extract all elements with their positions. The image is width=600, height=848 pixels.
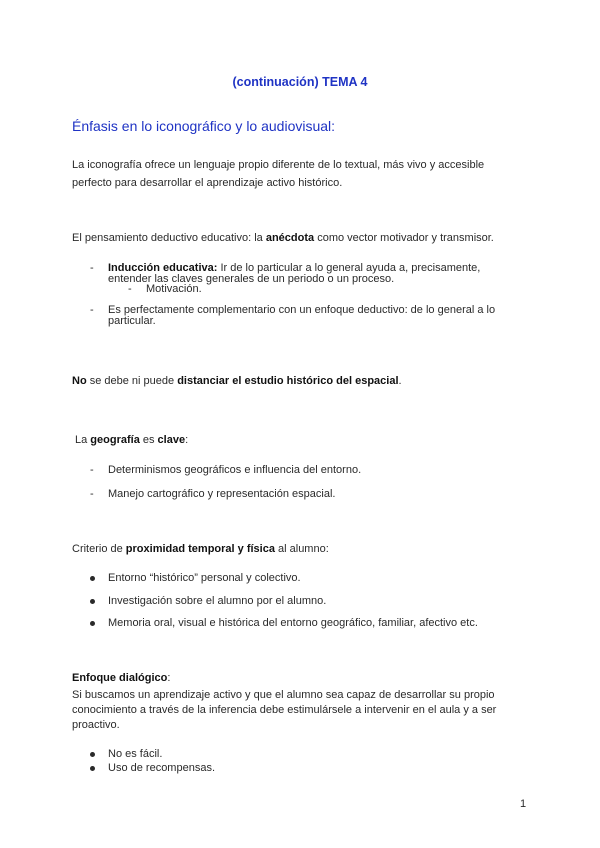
geography-bold: geografía [90, 434, 140, 446]
dialogic-item-text: No es fácil. [108, 748, 163, 760]
criteria-bold: proximidad temporal y física [125, 543, 275, 555]
dialogic-line-1: Si buscamos un aprendizaje activo y que el alumno sea capaz de desarrollar su propio [72, 689, 495, 701]
deductive-pre: El pensamiento deductivo educativo: la [72, 232, 266, 244]
dash-marker: - [90, 488, 94, 500]
no-bold: No [72, 375, 87, 387]
dash-marker: - [90, 464, 94, 476]
criteria-item-text: Entorno “histórico” personal y colectivo. [108, 572, 301, 584]
deductive-bold: anécdota [265, 232, 315, 244]
geo-item-text: Determinismos geográficos e influencia del entorno. [108, 464, 362, 476]
deductive-post: como vector motivador y transmisor. [314, 232, 494, 244]
intro-line-1: La iconografía ofrece un lenguaje propio diferente de lo textual, más vivo y accesible [72, 159, 485, 171]
dialogic-line-3: proactivo. [72, 719, 120, 731]
no-distance-mid: se debe ni puede [86, 375, 178, 387]
bullet-icon [90, 621, 95, 626]
page-number: 1 [520, 798, 527, 810]
geography-pre: La [75, 434, 91, 446]
induction-sub-item: Motivación. [146, 283, 202, 295]
criteria-pre: Criterio de [72, 543, 126, 555]
dialogic-item-text: Uso de recompensas. [108, 762, 215, 774]
complement-line-1: Es perfectamente complementario con un enfoque deductivo: de lo general a lo [108, 304, 496, 316]
criteria-post: al alumno: [274, 543, 329, 555]
deductive-paragraph [72, 230, 494, 246]
criteria-paragraph [72, 541, 329, 557]
bullet-icon [90, 766, 95, 771]
criteria-item-text: Investigación sobre el alumno por el alumno. [108, 595, 327, 607]
dash-marker: - [90, 262, 94, 274]
geography-end: : [185, 434, 189, 446]
section-heading: Énfasis en lo iconográfico y lo audiovisual: [72, 118, 336, 134]
distance-bold: distanciar el estudio histórico del espacial [177, 375, 399, 387]
induction-line-2: entender las claves generales de un periodo o un proceso. [108, 273, 395, 285]
dialogic-bold: Enfoque dialógico [72, 672, 168, 684]
page-title: (continuación) TEMA 4 [232, 75, 368, 89]
intro-line-2: perfecto para desarrollar el aprendizaje activo histórico. [72, 177, 343, 189]
bullet-icon [90, 576, 95, 581]
dialogic-heading [72, 670, 170, 686]
bullet-icon [90, 599, 95, 604]
geo-item-text: Manejo cartográfico y representación espacial. [108, 488, 336, 500]
dialogic-line-2: conocimiento a través de la inferencia debe estimulársele a intervenir en el aula y a ser [72, 704, 497, 716]
dash-marker: - [90, 304, 94, 316]
geography-paragraph [75, 432, 188, 448]
sub-dash-marker: - [128, 283, 132, 295]
clave-bold: clave [157, 434, 186, 446]
dialogic-colon: : [167, 672, 171, 684]
induction-rest: Ir de lo particular a lo general ayuda a, precisamente, [217, 262, 481, 274]
no-distance-end: . [398, 375, 402, 387]
geography-mid: es [139, 434, 158, 446]
complement-line-2: particular. [108, 315, 156, 327]
criteria-item-text: Memoria oral, visual e histórica del entorno geográfico, familiar, afectivo etc. [108, 617, 478, 629]
induction-bold: Inducción educativa: [108, 262, 218, 274]
no-distance-paragraph [72, 373, 402, 389]
bullet-icon [90, 752, 95, 757]
